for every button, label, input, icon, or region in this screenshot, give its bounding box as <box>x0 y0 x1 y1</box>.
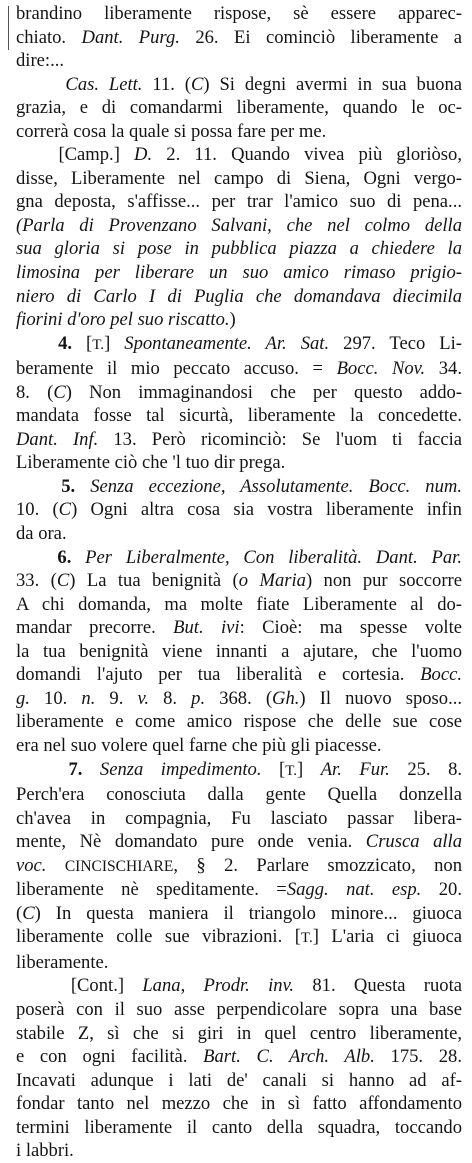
text-line: Dant. Inf. 13. Però ricominciò: Se l'uom ti faccia <box>16 428 462 450</box>
text-line: mandata fosse tal sicurtà, liberamente la concedette. <box>16 405 462 427</box>
text-line: termini liberamente il canto della squadra, toccando <box>16 1116 462 1138</box>
text-line: poserà con il suo asse perpendicolare sopra una base <box>16 998 462 1020</box>
text-line: liberamente e come amico rispose che delle sue cose <box>16 711 462 733</box>
margin-rule <box>8 6 9 50</box>
text-line: 8. (C) Non immaginandosi che per questo addo- <box>16 381 462 403</box>
text-line: mente, Nè domandato pure onde venia. Crusca alla <box>16 831 462 853</box>
text-line: correrà cosa la quale si possa fare per me. <box>16 120 327 142</box>
text-line: disse, Liberamente nel campo di Siena, Ogni vergo- <box>16 167 462 189</box>
text-line: 7. Senza impedimento. [T.] Ar. Fur. 25. 8. <box>68 758 462 780</box>
text-line: 10. (C) Ogni altra cosa sia vostra liberamente infin <box>16 499 462 521</box>
text-line: da ora. <box>16 523 67 545</box>
text-line: stabile Z, sì che si giri in quel centro liberamente, <box>16 1022 462 1044</box>
text-body <box>16 2 462 1163</box>
text-line: e con ogni facilità. Bart. C. Arch. Alb. 175. 28. <box>16 1046 462 1068</box>
text-line: liberamente nè speditamente. =Sagg. nat. esp. 20. <box>16 879 462 901</box>
text-line: [Camp.] D. 2. 11. Quando vivea più gloriòso, <box>16 144 462 166</box>
text-line: mandar precorre. But. ivi: Cioè: ma spesse volte <box>16 617 462 639</box>
text-line: ch'avea in compagnia, Fu lasciato passar libera- <box>16 807 462 829</box>
text-line: limosina per liberare un suo amico rimaso prigio- <box>16 262 462 284</box>
text-line: 4. [T.] Spontaneamente. Ar. Sat. 297. Teco Li- <box>58 332 462 354</box>
text-line: Liberamente ciò che 'l tuo dir prega. <box>16 452 286 474</box>
text-line: chiato. Dant. Purg. 26. Ei cominciò liberamente a <box>16 26 462 48</box>
text-line: brandino liberamente rispose, sè essere apparec- <box>16 3 462 24</box>
text-line: liberamente. <box>16 951 109 973</box>
text-line: fondar tanto nel mezzo che in sì fatto affondamento <box>16 1093 462 1115</box>
text-line: 33. (C) La tua benignità (o Maria) non pur soccorre <box>16 570 462 592</box>
text-line: Cas. Lett. 11. (C) Si degni avermi in sua buona <box>65 73 462 95</box>
text-line: niero di Carlo I di Puglia che domandava diecimila <box>16 285 462 307</box>
text-line: (Parla di Provenzano Salvani, che nel colmo della <box>16 214 462 236</box>
text-line: Incavati adunque i lati de' canali si hanno ad af- <box>16 1069 462 1091</box>
text-line: voc. CINCISCHIARE, § 2. Parlare smozzicato, non <box>16 854 462 876</box>
text-line: fiorini d'oro pel suo riscatto.) <box>16 309 236 331</box>
text-line: Perch'era conosciuta dalla gente Quella donzella <box>16 784 462 806</box>
text-line: A chi domanda, ma molte fiate Liberamente al do- <box>16 593 462 615</box>
text-line: domandi l'ajuto per tua liberalità e cortesia. Bocc. <box>16 664 462 686</box>
text-line: dire:... <box>16 50 65 72</box>
text-line: 5. Senza eccezione, Assolutamente. Bocc. num. <box>61 475 462 497</box>
text-line: la tua benignità viene innanti a ajutare, che l'uomo <box>16 640 462 662</box>
text-line: g. 10. n. 9. v. 8. p. 368. (Gh.) Il nuovo sposo... <box>16 687 462 709</box>
text-line: era nel suo volere quel farne che più gli piacesse. <box>16 734 382 756</box>
text-line: grazia, e di comandarmi liberamente, quando le oc- <box>16 97 462 119</box>
text-line: gna deposta, s'affisse... per trar l'amico suo di pena... <box>16 191 462 213</box>
text-line: [Cont.] Lana, Prodr. inv. 81. Questa ruota <box>16 975 462 997</box>
text-line: i labbri. <box>16 1140 74 1162</box>
text-line: sua gloria si pose in pubblica piazza a chiedere la <box>16 238 462 260</box>
text-line: (C) In questa maniera il triangolo minore... giuoca <box>16 902 462 924</box>
text-line: beramente il mio peccato accuso. = Bocc. Nov. 34. <box>16 358 462 380</box>
text-line: liberamente colle sue vibrazioni. [T.] L'aria ci giuoca <box>16 926 462 948</box>
text-line: 6. Per Liberalmente, Con liberalità. Dant. Par. <box>57 546 462 568</box>
